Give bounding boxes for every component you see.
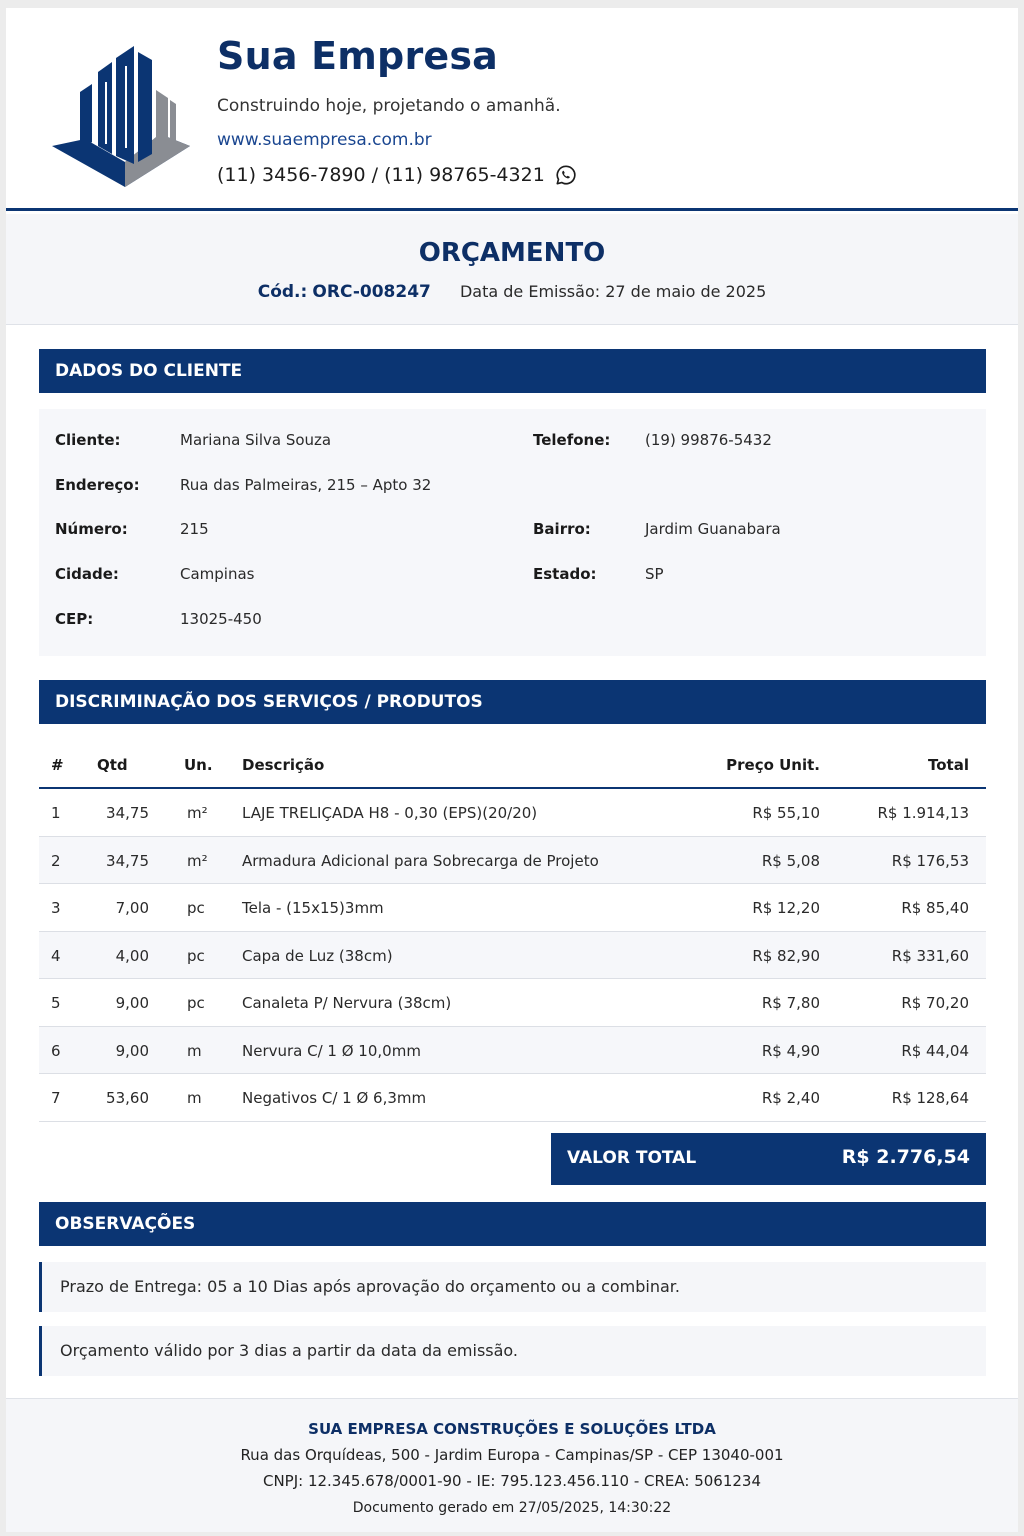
- header: [6, 8, 1018, 211]
- row-description: Negativos C/ 1 Ø 6,3mm: [242, 1089, 427, 1107]
- client-district-value: Jardim Guanabara: [645, 520, 781, 538]
- row-unit: pc: [187, 946, 205, 965]
- document-title-block: [6, 214, 1018, 325]
- row-unit: pc: [187, 899, 205, 917]
- table-row: [39, 932, 986, 980]
- row-number: 1: [51, 804, 61, 822]
- row-number: 2: [51, 851, 61, 870]
- row-unit-price: R$ 2,40: [761, 1089, 820, 1107]
- row-qty: 9,00: [115, 994, 149, 1012]
- quote-page: [6, 8, 1018, 1532]
- row-unit-price: R$ 55,10: [752, 804, 820, 822]
- client-city-value: Campinas: [180, 565, 255, 583]
- row-number: 5: [51, 994, 61, 1012]
- row-description: LAJE TRELIÇADA H8 - 0,30 (EPS)(20/20): [242, 804, 538, 822]
- row-total: R$ 70,20: [901, 994, 969, 1012]
- row-unit: m: [187, 1041, 202, 1060]
- row-description: Tela - (15x15)3mm: [242, 899, 384, 917]
- client-name-label: Cliente:: [55, 431, 121, 449]
- items-section-header: DISCRIMINAÇÃO DOS SERVIÇOS / PRODUTOS: [39, 680, 986, 724]
- company-info: [217, 34, 577, 186]
- table-row: [39, 979, 986, 1027]
- whatsapp-icon: [555, 164, 577, 186]
- row-unit: m²: [187, 804, 208, 822]
- company-tagline: Construindo hoje, projetando o amanhã.: [217, 96, 561, 116]
- row-unit-price: R$ 4,90: [761, 1041, 820, 1060]
- row-unit: m²: [187, 851, 208, 870]
- row-qty: 9,00: [115, 1041, 149, 1060]
- row-qty: 34,75: [106, 851, 149, 870]
- table-header-row: [39, 747, 986, 789]
- client-state-label: Estado:: [533, 565, 597, 583]
- row-qty: 4,00: [115, 946, 149, 965]
- row-description: Nervura C/ 1 Ø 10,0mm: [242, 1041, 421, 1060]
- building-logo-icon: [50, 42, 200, 187]
- col-unit-price-header: Preço Unit.: [726, 756, 820, 774]
- company-name: Sua Empresa: [217, 34, 499, 78]
- row-unit: pc: [187, 994, 205, 1012]
- row-unit-price: R$ 7,80: [761, 994, 820, 1012]
- row-unit-price: R$ 82,90: [752, 946, 820, 965]
- col-unit-header: Un.: [184, 756, 213, 774]
- client-data-box: [39, 409, 986, 656]
- footer: [6, 1398, 1018, 1532]
- row-total: R$ 128,64: [891, 1089, 969, 1107]
- row-total: R$ 1.914,13: [877, 804, 969, 822]
- document-code-label: Cód.:: [257, 282, 308, 302]
- document-meta: [6, 282, 1018, 302]
- row-number: 3: [51, 899, 61, 917]
- client-zip-value: 13025-450: [180, 610, 262, 628]
- table-row: [39, 837, 986, 885]
- client-address-label: Endereço:: [55, 476, 140, 494]
- client-city-label: Cidade:: [55, 565, 119, 583]
- document-title: ORÇAMENTO: [418, 238, 606, 268]
- table-row: [39, 884, 986, 932]
- row-number: 4: [51, 946, 61, 965]
- client-address-value: Rua das Palmeiras, 215 – Apto 32: [180, 476, 432, 494]
- row-total: R$ 331,60: [891, 946, 969, 965]
- phone-numbers: (11) 3456-7890 / (11) 98765-4321: [217, 164, 545, 186]
- client-number-value: 215: [180, 520, 209, 538]
- col-qty-header: Qtd: [97, 756, 128, 774]
- client-zip-label: CEP:: [55, 610, 94, 628]
- footer-generated-timestamp: Documento gerado em 27/05/2025, 14:30:22: [352, 1500, 672, 1516]
- issue-date-label: Data de Emissão:: [459, 282, 601, 301]
- table-row: [39, 1027, 986, 1075]
- client-name-value: Mariana Silva Souza: [180, 431, 332, 449]
- issue-date: 27 de maio de 2025: [605, 282, 767, 301]
- items-table: [39, 747, 986, 1122]
- row-description: Armadura Adicional para Sobrecarga de Projeto: [242, 851, 599, 870]
- footer-address: Rua das Orquídeas, 500 - Jardim Europa - Campinas/SP - CEP 13040-001: [240, 1446, 784, 1464]
- observations-section-header: OBSERVAÇÕES: [39, 1202, 986, 1246]
- grand-total-label: VALOR TOTAL: [567, 1148, 697, 1168]
- row-qty: 53,60: [106, 1089, 149, 1107]
- client-section-header: DADOS DO CLIENTE: [39, 349, 986, 393]
- client-state-value: SP: [645, 565, 664, 583]
- row-qty: 7,00: [115, 899, 149, 917]
- table-row: [39, 789, 986, 837]
- row-unit-price: R$ 12,20: [752, 899, 820, 917]
- footer-company-name: SUA EMPRESA CONSTRUÇÕES E SOLUÇÕES LTDA: [308, 1420, 716, 1438]
- company-website[interactable]: www.suaempresa.com.br: [217, 130, 432, 150]
- footer-registration: CNPJ: 12.345.678/0001-90 - IE: 795.123.456.110 - CREA: 5061234: [262, 1472, 762, 1490]
- col-number-header: #: [51, 756, 64, 774]
- row-description: Capa de Luz (38cm): [242, 946, 393, 965]
- client-number-label: Número:: [55, 520, 128, 538]
- grand-total-value: R$ 2.776,54: [841, 1146, 970, 1168]
- observation-note: Prazo de Entrega: 05 a 10 Dias após aprovação do orçamento ou a combinar.: [39, 1262, 986, 1312]
- row-description: Canaleta P/ Nervura (38cm): [242, 994, 452, 1012]
- row-total: R$ 44,04: [901, 1041, 969, 1060]
- row-unit-price: R$ 5,08: [761, 851, 820, 870]
- client-phone-value: (19) 99876-5432: [645, 431, 772, 449]
- row-unit: m: [187, 1089, 202, 1107]
- client-phone-label: Telefone:: [533, 431, 611, 449]
- row-number: 6: [51, 1041, 61, 1060]
- col-total-header: Total: [928, 756, 969, 774]
- company-phones: [217, 164, 577, 186]
- table-row: [39, 1074, 986, 1122]
- grand-total-box: [551, 1133, 986, 1185]
- row-number: 7: [51, 1089, 61, 1107]
- col-description-header: Descrição: [242, 756, 325, 774]
- observation-note: Orçamento válido por 3 dias a partir da data da emissão.: [39, 1326, 986, 1376]
- row-total: R$ 176,53: [891, 851, 969, 870]
- row-total: R$ 85,40: [901, 899, 969, 917]
- row-qty: 34,75: [106, 804, 149, 822]
- client-district-label: Bairro:: [533, 520, 591, 538]
- document-code: ORC-008247: [312, 282, 431, 302]
